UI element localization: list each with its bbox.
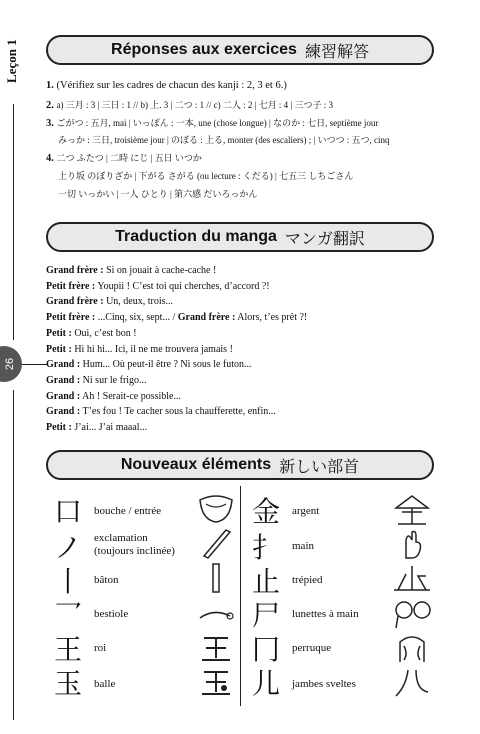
dialogue-line: Grand : Hum... Où peut-il être ? Ni sous le futon... — [46, 359, 252, 371]
answer-line-2: 2. a) 三月 : 3 | 三日 : 1 // b) 上. 3 | 二つ : 1 // c) 二人 : 2 | 七月 : 4 | 三つ子 : 3 — [46, 100, 333, 111]
radical-label: perruque — [292, 642, 332, 654]
page-number: 26 — [3, 357, 16, 371]
tripod-drawing-icon — [390, 562, 434, 594]
answers-title-jp: 練習解答 — [304, 41, 369, 61]
radical-kanji: ノ — [53, 531, 82, 564]
radical-kanji: 尸 — [251, 599, 280, 632]
hand-drawing-icon — [390, 528, 434, 560]
answer-line-6: 上り坂 のぼりざか | 下がる さがる (ou lecture : くだる) | 七五三 しちごさん — [58, 171, 354, 181]
answer-line-5: 4. 二つ ふたつ | 二時 にじ | 五日 いつか — [46, 153, 202, 164]
answers-header — [46, 35, 434, 65]
dialogue-line: Grand : Ni sur le frigo... — [46, 374, 147, 386]
answer-line-3: 3. ごがつ : 五月, mai | いっぽん : 一本, une (chose longue) | なのか : 七日, septième jour — [46, 118, 379, 129]
column-divider — [240, 486, 241, 706]
dialogue-line: Grand : T’es fou ! Te cacher sous la chaufferette, enfin... — [46, 406, 276, 418]
ball-drawing-icon — [194, 666, 238, 698]
radical-kanji: 玉 — [53, 667, 82, 700]
radical-label: exclamation — [94, 532, 148, 544]
radical-kanji: 乛 — [53, 599, 82, 632]
radical-label: bâton — [94, 574, 119, 586]
slash-drawing-icon — [194, 528, 238, 560]
dialogue-line: Petit : Hi hi hi... Ici, il ne me trouvera jamais ! — [46, 343, 233, 355]
dialogue-line: Petit frère : Youpii ! C’est toi qui cherches, d’accord ?! — [46, 280, 270, 292]
elements-title: Nouveaux éléments — [120, 456, 272, 473]
radical-kanji: 儿 — [251, 667, 280, 700]
sidebar-rule-top — [13, 104, 14, 340]
manga-title: Traduction du manga — [115, 228, 277, 245]
mouth-drawing-icon — [194, 494, 238, 526]
radical-kanji: 止 — [251, 565, 280, 598]
radical-label: bouche / entrée — [94, 505, 162, 517]
legs-drawing-icon — [390, 666, 434, 698]
manga-dialogue — [46, 263, 446, 436]
glasses-drawing-icon — [390, 598, 434, 630]
answers-title: Réponses aux exercices — [111, 41, 297, 58]
lesson-label: Leçon 1 — [4, 39, 19, 83]
radical-label: balle — [94, 678, 116, 690]
dialogue-line: Grand frère : Si on jouait à cache-cache ! — [46, 265, 217, 276]
radical-kanji: 口 — [53, 495, 82, 528]
sidebar-rule-bottom — [13, 390, 14, 720]
radical-label: trépied — [292, 574, 323, 586]
answer-line-1: 1. (Vérifiez sur les cadres de chacun des kanji : 2, 3 et 6.) — [46, 80, 287, 91]
radical-kanji: 丨 — [53, 565, 82, 598]
page-marker-line — [22, 364, 47, 365]
radical-label: bestiole — [94, 608, 129, 620]
radical-label: lunettes à main — [292, 608, 359, 620]
dialogue-line: Petit : Oui, c’est bon ! — [46, 327, 137, 339]
radical-label-note: (toujours inclinée) — [94, 545, 175, 557]
radical-label: argent — [292, 505, 320, 517]
elements-header — [46, 450, 434, 480]
wig-drawing-icon — [390, 632, 434, 664]
stick-drawing-icon — [194, 562, 238, 594]
radical-kanji: 冂 — [251, 633, 280, 666]
answer-line-4: みっか : 三日, troisième jour | のぼる : 上る, monter (des escaliers) ; | いつつ : 五つ, cinq — [58, 135, 390, 145]
dialogue-line: Grand frère : Un, deux, trois... — [46, 296, 174, 308]
dialogue-line: Petit : J’ai... J’ai maaal... — [46, 422, 148, 434]
radical-label: jambes sveltes — [292, 678, 356, 690]
money-drawing-icon — [390, 494, 434, 526]
bug-drawing-icon — [194, 598, 238, 630]
page-number-badge — [0, 346, 22, 382]
radical-kanji: 王 — [53, 633, 82, 666]
answer-line-7: 一切 いっかい | 一人 ひとり | 第六感 だいろっかん — [58, 189, 258, 199]
elements-title-jp: 新しい部首 — [279, 456, 360, 476]
radical-kanji: 扌 — [251, 531, 280, 564]
king-drawing-icon — [194, 632, 238, 664]
dialogue-line: Petit frère : ...Cinq, six, sept... / Grand frère : Alors, t’es prêt ?! — [46, 312, 308, 324]
manga-header — [46, 222, 434, 252]
dialogue-line: Grand : Ah ! Serait-ce possible... — [46, 390, 181, 402]
manga-title-jp: マンガ翻訳 — [284, 228, 365, 248]
radical-label: roi — [94, 642, 107, 654]
radical-kanji: 金 — [251, 495, 280, 528]
radical-label: main — [292, 540, 314, 552]
